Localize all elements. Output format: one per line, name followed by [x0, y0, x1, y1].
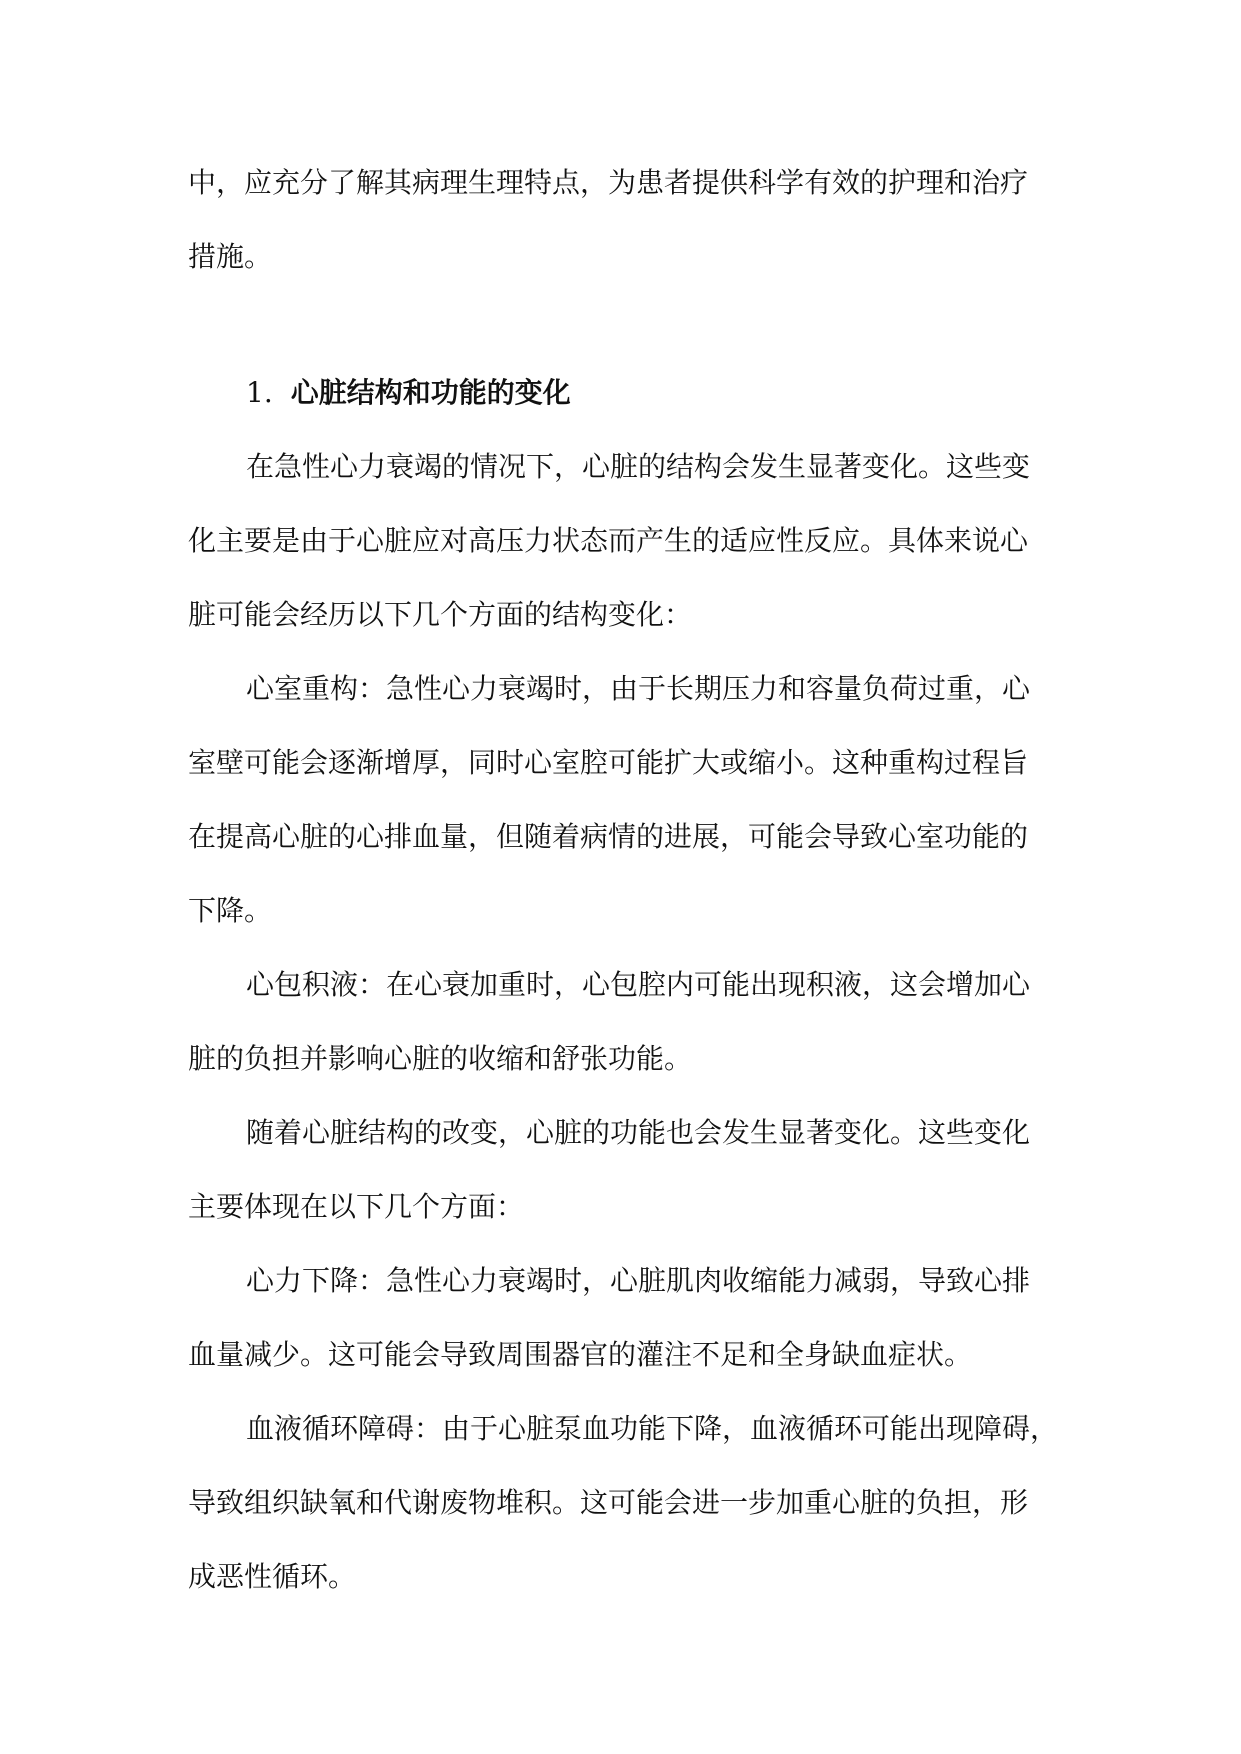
paragraph-4-line-1: 随着心脏结构的改变，心脏的功能也会发生显著变化。这些变化: [246, 1116, 1031, 1149]
paragraph-1-line-3: 脏可能会经历以下几个方面的结构变化：: [188, 598, 693, 631]
paragraph-5-line-2: 血量减少。这可能会导致周围器官的灌注不足和全身缺血症状。: [188, 1338, 973, 1371]
paragraph-6-line-3: 成恶性循环。: [188, 1560, 357, 1593]
paragraph-2-line-2: 室壁可能会逐渐增厚，同时心室腔可能扩大或缩小。这种重构过程旨: [188, 746, 1029, 779]
paragraph-2-line-3: 在提高心脏的心排血量，但随着病情的进展，可能会导致心室功能的: [188, 820, 1029, 853]
intro-line-1-text: 中，应充分了解其病理生理特点，为患者提供科学有效的护理和治疗: [188, 166, 1029, 199]
intro-line-1: [188, 146, 1050, 220]
document-body: [188, 146, 1059, 1614]
section-title: 心脏结构和功能的变化: [290, 376, 571, 409]
section-number: 1.: [246, 376, 273, 409]
paragraph-6-line-1: 血液循环障碍：由于心脏泵血功能下降，血液循环可能出现障碍，: [246, 1412, 1059, 1445]
paragraph-3-line-2: 脏的负担并影响心脏的收缩和舒张功能。: [188, 1042, 693, 1075]
paragraph-1-line-2: 化主要是由于心脏应对高压力状态而产生的适应性反应。具体来说心: [188, 524, 1029, 557]
intro-line-2: 措施。: [188, 240, 273, 273]
section-gap: [188, 294, 1050, 356]
paragraph-5-line-1: 心力下降：急性心力衰竭时，心脏肌肉收缩能力减弱，导致心排: [246, 1264, 1031, 1297]
paragraph-4-line-2: 主要体现在以下几个方面：: [188, 1190, 525, 1223]
paragraph-1-line-1: 在急性心力衰竭的情况下，心脏的结构会发生显著变化。这些变: [246, 450, 1031, 483]
paragraph-2-line-1: 心室重构：急性心力衰竭时，由于长期压力和容量负荷过重，心: [246, 672, 1031, 705]
paragraph-3-line-1: 心包积液：在心衰加重时，心包腔内可能出现积液，这会增加心: [246, 968, 1031, 1001]
section-heading: [188, 356, 1050, 430]
paragraph-2-line-4: 下降。: [188, 894, 273, 927]
paragraph-6-line-2: 导致组织缺氧和代谢废物堆积。这可能会进一步加重心脏的负担，形: [188, 1486, 1029, 1519]
